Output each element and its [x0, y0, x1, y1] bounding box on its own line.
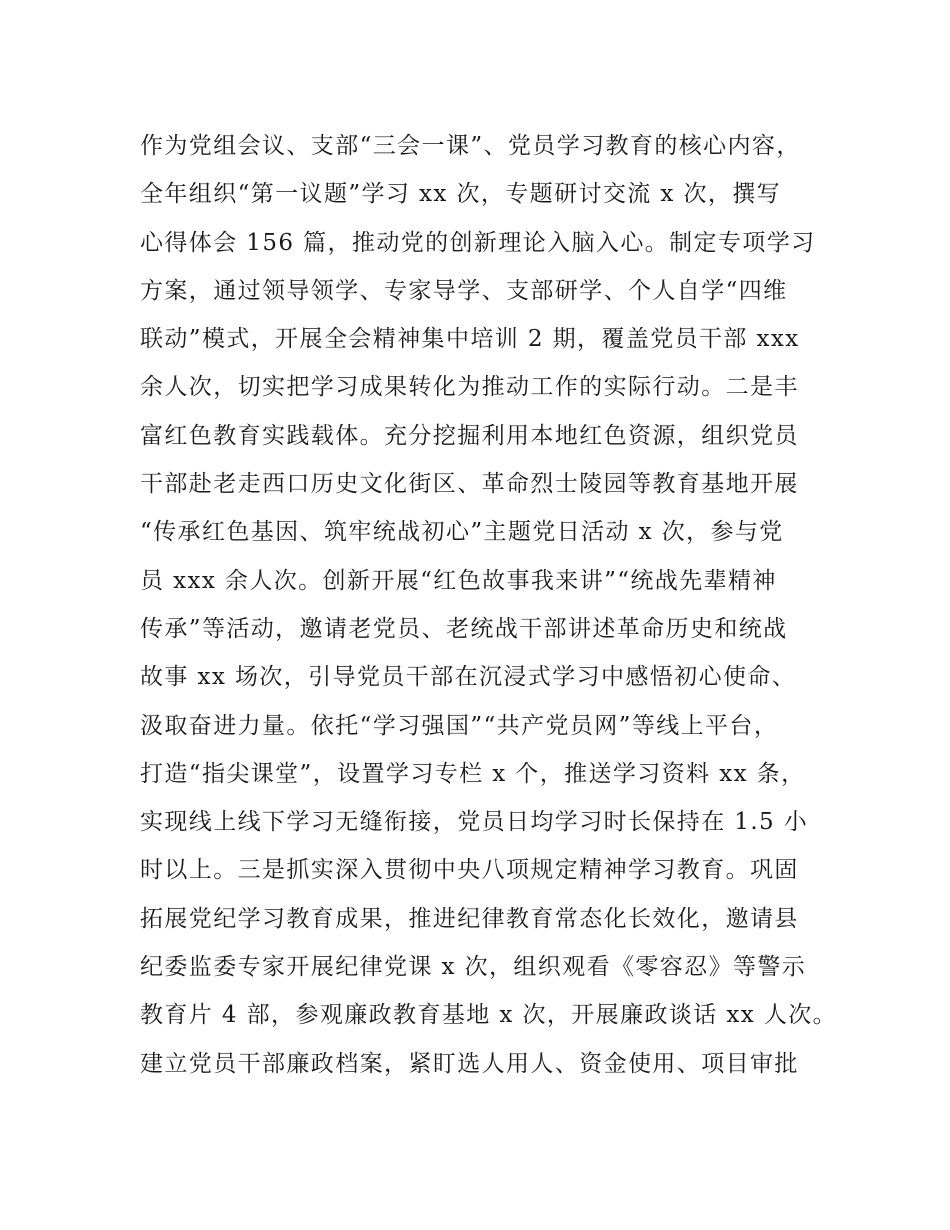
body-text	[140, 122, 840, 1088]
text-line: 故事 xx 场次，引导党员干部在沉浸式学习中感悟初心使命、	[140, 664, 797, 691]
text-line: 建立党员干部廉政档案，紧盯选人用人、资金使用、项目审批	[140, 1050, 799, 1077]
text-line: 时以上。三是抓实深入贯彻中央八项规定精神学习教育。巩固	[140, 857, 799, 884]
text-line: 汲取奋进力量。依托“学习强国”“共产党员网”等线上平台，	[140, 712, 779, 739]
text-line: 富红色教育实践载体。充分挖掘利用本地红色资源，组织党员	[140, 422, 799, 449]
text-line: 干部赴老走西口历史文化街区、革命烈士陵园等教育基地开展	[140, 471, 799, 498]
text-line: 作为党组会议、支部“三会一课”、党员学习教育的核心内容，	[140, 133, 801, 159]
text-line: 传承”等活动，邀请老党员、老统战干部讲述革命历史和统战	[140, 615, 788, 642]
text-line: 方案，通过领导领学、专家导学、支部研学、个人自学“四维	[140, 277, 788, 304]
text-line: 教育片 4 部，参观廉政教育基地 x 次，开展廉政谈话 xx 人次。	[140, 1002, 838, 1029]
text-line: 实现线上线下学习无缝衔接，党员日均学习时长保持在 1.5 小	[140, 809, 809, 836]
text-line: 全年组织“第一议题”学习 xx 次，专题研讨交流 x 次，撰写	[140, 181, 782, 208]
text-line: 打造“指尖课堂”，设置学习专栏 x 个，推送学习资料 xx 条，	[140, 760, 806, 787]
text-line: 员 xxx 余人次。创新开展“红色故事我来讲”“统战先辈精神	[140, 567, 777, 594]
text-line: 拓展党纪学习教育成果，推进纪律教育常态化长效化，邀请县	[140, 905, 799, 932]
text-line: 余人次，切实把学习成果转化为推动工作的实际行动。二是丰	[140, 374, 799, 401]
text-line: 联动”模式，开展全会精神集中培训 2 期，覆盖党员干部 xxx	[140, 326, 800, 353]
text-line: “传承红色基因、筑牢统战初心”主题党日活动 x 次，参与党	[140, 519, 784, 546]
text-line: 纪委监委专家开展纪律党课 x 次，组织观看《零容忍》等警示	[140, 954, 807, 981]
text-line: 心得体会 156 篇，推动党的创新理论入脑入心。制定专项学习	[140, 229, 816, 256]
